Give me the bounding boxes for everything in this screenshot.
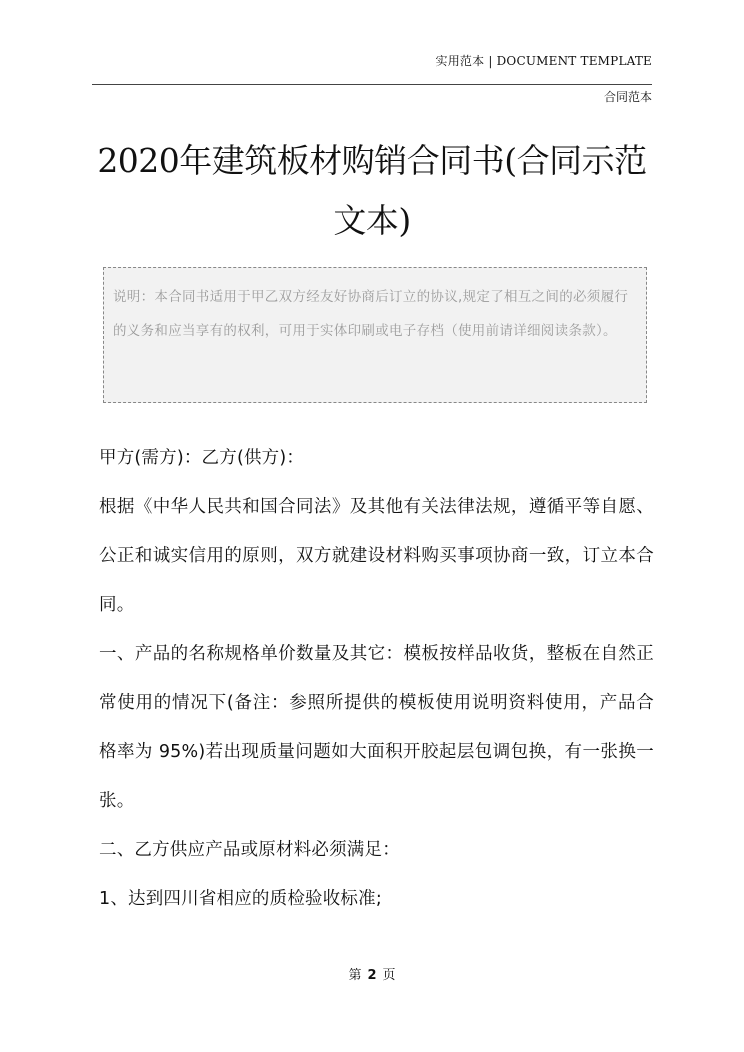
paragraph-preamble: 根据《中华人民共和国合同法》及其他有关法律法规，遵循平等自愿、公正和诚实信用的原则，双方就建设材料购买事项协商一致，订立本合同。: [99, 497, 654, 615]
page-number: [0, 964, 744, 983]
header-category-label: 合同范本: [603, 90, 652, 104]
paragraph-clause-2: 二、乙方供应产品或原材料必须满足：: [99, 840, 400, 860]
page-prefix: 第: [348, 968, 362, 983]
description-text: 说明：本合同书适用于甲乙双方经友好协商后订立的协议,规定了相互之间的必须履行的义务和应当享有的权利，可用于实体印刷或电子存档（使用前请详细阅读条款）。: [113, 289, 629, 339]
page-number-value: 2: [367, 968, 377, 983]
paragraph-clause-1: 一、产品的名称规格单价数量及其它：模板按样品收货，整板在自然正常使用的情况下(备注：参照所提供的模板使用说明资料使用，产品合格率为 95%)若出现质量问题如大面积开胶起层包调包换，有一张换一张。: [99, 644, 654, 811]
header-divider: [92, 84, 652, 85]
page-suffix: 页: [382, 968, 396, 983]
paragraph-item-1: 1、达到四川省相应的质检验收标准;: [99, 889, 382, 909]
header-template-label: 实用范本 | DOCUMENT TEMPLATE: [435, 54, 652, 68]
paragraph-parties: 甲方(需方)：乙方(供方)：: [99, 448, 305, 468]
document-title: 2020年建筑板材购销合同书(合同示范文本): [97, 141, 647, 240]
description-box: [103, 267, 647, 403]
document-body: [99, 434, 654, 924]
